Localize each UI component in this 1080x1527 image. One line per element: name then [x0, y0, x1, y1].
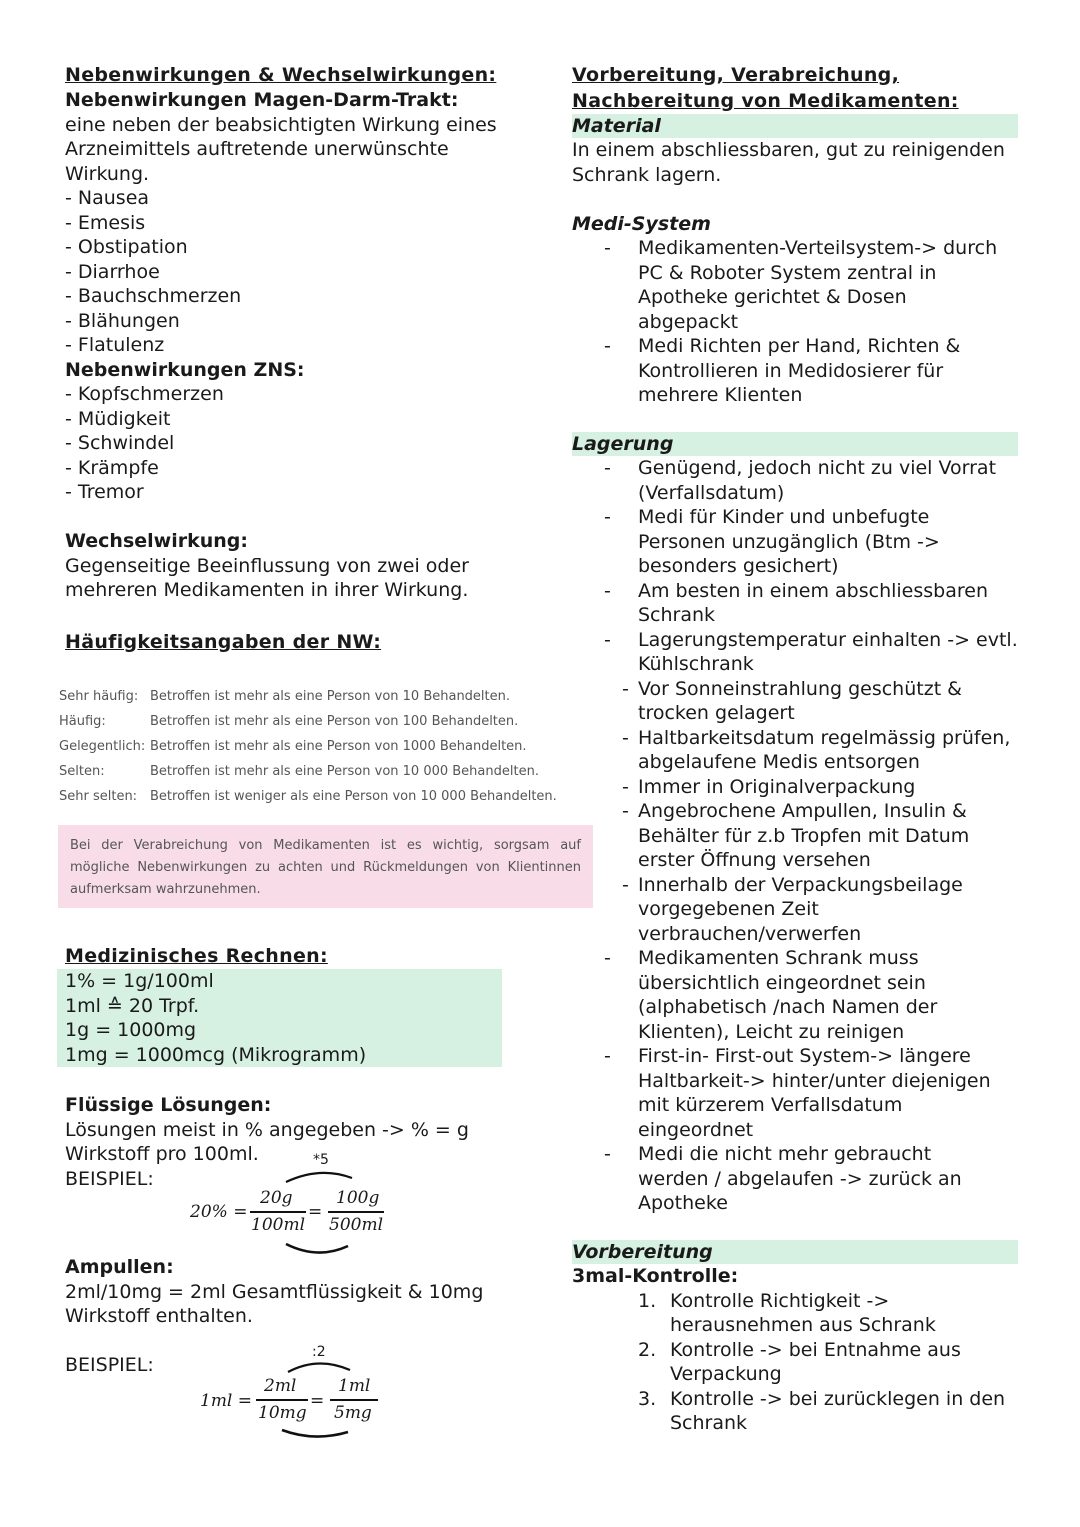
- right-column: [572, 62, 1018, 1436]
- list-item: - Obstipation: [65, 236, 188, 258]
- material-line: In einem abschliessbaren, gut zu reinigenden: [572, 139, 1005, 161]
- freq-value: Betroffen ist mehr als eine Person von 10 000 Behandelten.: [150, 764, 539, 779]
- freq-key: Gelegentlich:: [59, 739, 146, 754]
- denominator: 500ml: [329, 1215, 384, 1235]
- table-row: [59, 684, 557, 709]
- list-item-line: Apotheke: [638, 1192, 728, 1214]
- section-title-rechnen: Medizinisches Rechnen:: [65, 945, 328, 967]
- list-item: - Krämpfe: [65, 456, 159, 479]
- list-item-line: Kontrolle Richtigkeit ->: [670, 1289, 890, 1312]
- list-item-line: Personen unzugänglich (Btm ->: [638, 530, 940, 553]
- equals: =: [310, 1391, 325, 1411]
- list-item-line: verbrauchen/verwerfen: [638, 922, 862, 945]
- nw-gi-def-line: Wirkung.: [65, 162, 150, 185]
- amp-line: Wirkstoff enthalten.: [65, 1305, 253, 1327]
- heading-nw-gi: Nebenwirkungen Magen-Darm-Trakt:: [65, 89, 459, 111]
- list-item: - Medi Richten per Hand, Richten & Kontrollieren in Medidosierer für mehrere Klienten: [604, 335, 961, 406]
- list-item-line: Haltbarkeitsdatum regelmässig prüfen,: [638, 726, 1011, 749]
- left-column: [65, 62, 535, 655]
- heading-kontrolle: 3mal-Kontrolle:: [572, 1265, 739, 1287]
- fl-line: Lösungen meist in % angegeben -> % = g: [65, 1118, 469, 1141]
- freq-value: Betroffen ist mehr als eine Person von 10 Behandelten.: [150, 689, 511, 704]
- list-item: - Bauchschmerzen: [65, 285, 242, 307]
- freq-value: Betroffen ist mehr als eine Person von 100 Behandelten.: [150, 714, 519, 729]
- list-item-line: (alphabetisch /nach Namen der: [638, 996, 938, 1018]
- list-item: - Flatulenz: [65, 334, 165, 356]
- heading-fluessige-loesungen: Flüssige Lösungen:: [65, 1094, 272, 1116]
- arc-top: [280, 1168, 360, 1184]
- list-item: - First-in- First-out System-> längere Haltbarkeit-> hinter/unter diejenigen mit kürzerem Verfallsdatum eingeordnet: [572, 1044, 1018, 1142]
- kontrolle-list: [572, 1289, 1018, 1436]
- conversion-box: [57, 969, 502, 1067]
- list-item: - Haltbarkeitsdatum regelmässig prüfen, abgelaufene Medis entsorgen: [572, 726, 1018, 775]
- freq-value: Betroffen ist mehr als eine Person von 1000 Behandelten.: [150, 739, 527, 754]
- beispiel-label: BEISPIEL:: [65, 1353, 154, 1376]
- list-item-line: Lagerungstemperatur einhalten -> evtl.: [638, 628, 1018, 651]
- list-item: - Medi die nicht mehr gebraucht werden / abgelaufen -> zurück an Apotheke: [572, 1142, 1018, 1216]
- denominator: 10mg: [258, 1403, 307, 1423]
- numerator: 2ml: [264, 1376, 297, 1396]
- list-item-line: Kontrolle -> bei zurücklegen in den: [670, 1387, 1006, 1410]
- subheading-medi-system: Medi-System: [572, 212, 711, 235]
- equals: =: [308, 1202, 323, 1222]
- ww-def-line: mehreren Medikamenten in ihrer Wirkung.: [65, 579, 469, 601]
- formula-lhs: 1ml =: [200, 1391, 253, 1411]
- numerator: 1ml: [338, 1376, 371, 1396]
- table-row: [59, 784, 557, 809]
- list-item-line: werden / abgelaufen -> zurück an: [638, 1167, 962, 1190]
- list-item: - Nausea: [65, 187, 150, 209]
- list-item-line: Kontrolle -> bei Entnahme aus: [670, 1338, 961, 1361]
- list-item-line: Kühlschrank: [638, 653, 754, 675]
- freq-value: Betroffen ist weniger als eine Person von 10 000 Behandelten.: [150, 789, 557, 804]
- list-item: - Schwindel: [65, 432, 175, 454]
- list-item-line: mit kürzerem Verfallsdatum: [638, 1094, 903, 1116]
- list-item-line: Medi die nicht mehr gebraucht: [638, 1143, 932, 1165]
- ww-def-line: Gegenseitige Beeinflussung von zwei oder: [65, 554, 469, 577]
- divisor-label: :2: [312, 1344, 326, 1360]
- subheading-material: Material: [572, 114, 1018, 138]
- list-item: - Emesis: [65, 211, 146, 234]
- freq-key: Häufig:: [59, 714, 106, 729]
- list-item-line: trocken gelagert: [638, 702, 795, 724]
- numerator: 100g: [336, 1188, 380, 1208]
- list-item: - Innerhalb der Verpackungsbeilage vorgegebenen Zeit verbrauchen/verwerfen: [572, 873, 1018, 947]
- nw-gi-def-line: Arzneimittels auftretende unerwünschte: [65, 138, 449, 160]
- arc-top: [284, 1358, 356, 1374]
- list-item: - Medi für Kinder und unbefugte Personen unzugänglich (Btm -> besonders gesichert): [572, 505, 1018, 579]
- section-title-vorbereitung: Nachbereitung von Medikamenten:: [572, 90, 959, 112]
- list-item-line: Medikamenten Schrank muss: [638, 947, 919, 969]
- list-item-line: Immer in Originalverpackung: [638, 775, 916, 798]
- heading-wechselwirkung: Wechselwirkung:: [65, 530, 248, 552]
- denominator: 5mg: [334, 1403, 372, 1423]
- list-item-line: Vor Sonneinstrahlung geschützt &: [638, 677, 962, 700]
- freq-key: Sehr häufig:: [59, 689, 139, 704]
- medi-system-list: [572, 236, 1018, 408]
- list-item: - Medikamenten-Verteilsystem-> durch PC & Roboter System zentral in Apotheke gerichtet & Dosen abgepackt: [604, 237, 998, 333]
- conversion-line: 1g = 1000mg: [65, 1019, 197, 1041]
- conversion-line: 1ml ≙ 20 Trpf.: [65, 994, 200, 1017]
- table-row: [59, 734, 557, 759]
- conversion-line: 1% = 1g/100ml: [65, 970, 214, 992]
- list-item-line: Medi für Kinder und unbefugte: [638, 506, 930, 528]
- list-item: 1. Kontrolle Richtigkeit -> herausnehmen aus Schrank: [572, 1289, 1018, 1338]
- list-item-line: (Verfallsdatum): [638, 481, 785, 504]
- list-item: - Blähungen: [65, 309, 180, 332]
- list-item-line: besonders gesichert): [638, 555, 839, 577]
- multiplier-label: *5: [313, 1152, 329, 1168]
- list-item-line: übersichtlich eingeordnet sein: [638, 971, 926, 994]
- list-item: - Medikamenten Schrank muss übersichtlich eingeordnet sein (alphabetisch /nach Namen der Klienten), Leicht zu reinigen: [572, 946, 1018, 1044]
- denominator: 100ml: [251, 1215, 306, 1235]
- table-row: [59, 709, 557, 734]
- list-item-line: Schrank: [670, 1412, 748, 1434]
- list-item: - Genügend, jedoch nicht zu viel Vorrat (Verfallsdatum): [572, 456, 1018, 505]
- list-item-line: Haltbarkeit-> hinter/unter diejenigen: [638, 1069, 991, 1092]
- list-item: - Tremor: [65, 481, 144, 503]
- amp-line: 2ml/10mg = 2ml Gesamtflüssigkeit & 10mg: [65, 1280, 484, 1303]
- frequency-table: [59, 684, 557, 809]
- list-item-line: abgelaufene Medis entsorgen: [638, 751, 920, 773]
- list-item: - Müdigkeit: [65, 407, 171, 430]
- section-title-vorbereitung: Vorbereitung, Verabreichung,: [572, 64, 900, 86]
- list-item: - Lagerungstemperatur einhalten -> evtl. Kühlschrank: [604, 628, 1018, 675]
- fl-line: Wirkstoff pro 100ml.: [65, 1143, 259, 1165]
- list-item: - Angebrochene Ampullen, Insulin & Behälter für z.b Tropfen mit Datum erster Öffnung versehen: [572, 799, 1018, 873]
- list-item-line: Klienten), Leicht zu reinigen: [638, 1020, 905, 1043]
- list-item: 2. Kontrolle -> bei Entnahme aus Verpackung: [572, 1338, 1018, 1387]
- subheading-lagerung: Lagerung: [572, 432, 1018, 456]
- list-item: - Vor Sonneinstrahlung geschützt & trocken gelagert: [572, 677, 1018, 726]
- list-item-line: Angebrochene Ampullen, Insulin &: [638, 800, 967, 822]
- list-item-line: herausnehmen aus Schrank: [670, 1314, 936, 1336]
- material-line: Schrank lagern.: [572, 163, 722, 186]
- list-item-line: eingeordnet: [638, 1118, 754, 1141]
- list-item: - Kopfschmerzen: [65, 383, 224, 405]
- subheading-vorbereitung: Vorbereitung: [572, 1240, 1018, 1264]
- list-item-line: erster Öffnung versehen: [638, 849, 871, 871]
- arc-bottom: [278, 1426, 354, 1442]
- conversion-line: 1mg = 1000mcg (Mikrogramm): [65, 1043, 367, 1066]
- list-item: - Am besten in einem abschliessbaren Schrank: [572, 579, 1018, 628]
- list-item-line: Genügend, jedoch nicht zu viel Vorrat: [638, 457, 997, 479]
- lagerung-list: [572, 456, 1018, 1216]
- formula-lhs: 20% =: [190, 1202, 248, 1222]
- list-item-line: Verpackung: [670, 1363, 782, 1385]
- section-title-nebenwirkungen: Nebenwirkungen & Wechselwirkungen:: [65, 64, 497, 86]
- list-item: - Diarrhoe: [65, 260, 160, 283]
- freq-key: Sehr selten:: [59, 789, 138, 804]
- list-item: 3. Kontrolle -> bei zurücklegen in den Schrank: [572, 1387, 1018, 1436]
- list-item-line: vorgegebenen Zeit: [638, 898, 819, 920]
- freq-key: Selten:: [59, 764, 105, 779]
- beispiel-label: BEISPIEL:: [65, 1167, 154, 1190]
- table-row: [59, 759, 557, 784]
- list-item: - Immer in Originalverpackung: [572, 775, 1018, 800]
- heading-nw-zns: Nebenwirkungen ZNS:: [65, 358, 305, 381]
- list-item-line: Innerhalb der Verpackungsbeilage: [638, 873, 963, 896]
- note-box: Bei der Verabreichung von Medikamenten ist es wichtig, sorgsam auf mögliche Nebenwirkungen zu achten und Rückmeldungen von Klientinnen aufmerksam wahrzunehmen.: [58, 825, 593, 908]
- list-item-line: First-in- First-out System-> längere: [638, 1045, 971, 1067]
- nw-gi-def-line: eine neben der beabsichtigten Wirkung eines: [65, 113, 497, 136]
- calc-section: [65, 943, 535, 1191]
- list-item-line: Schrank: [638, 604, 716, 626]
- list-item-line: Am besten in einem abschliessbaren: [638, 579, 988, 602]
- heading-ampullen: Ampullen:: [65, 1256, 174, 1278]
- list-item-line: Behälter für z.b Tropfen mit Datum: [638, 824, 970, 847]
- numerator: 20g: [260, 1188, 293, 1208]
- section-title-haeufigkeit: Häufigkeitsangaben der NW:: [65, 630, 382, 653]
